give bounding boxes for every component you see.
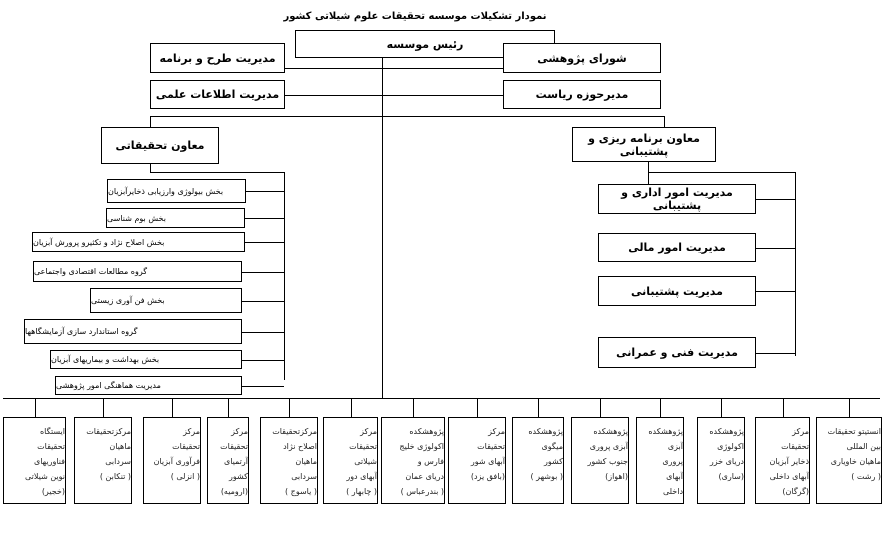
- connector-line: [849, 398, 850, 417]
- research-center-box: [448, 417, 506, 504]
- center-name-line: پژوهشکده: [409, 427, 444, 436]
- center-name-line: آبزی پروری: [589, 442, 628, 451]
- center-name-line: سردابی: [291, 472, 317, 481]
- center-name-line: ایستگاه: [39, 427, 65, 436]
- connector-line: [795, 172, 796, 356]
- center-name-line: ( رشت ): [851, 472, 881, 481]
- center-name-line: فرآوری آبزیان: [153, 457, 200, 466]
- connector-line: [413, 398, 414, 417]
- connector-line: [289, 398, 290, 417]
- center-name-line: انستیتو تحقیقات: [827, 427, 881, 436]
- center-name-line: بین المللی: [846, 442, 881, 451]
- connector-line: [648, 162, 649, 184]
- center-name-line: مرکزتحقیقات: [272, 427, 317, 436]
- center-name-line: ( تنکابن ): [99, 472, 131, 481]
- connector-line: [150, 164, 151, 172]
- support-unit-box: مدیریت پشتیبانی: [598, 276, 756, 306]
- center-name-line: میگوی: [541, 442, 563, 451]
- research-unit-box: بخش اصلاح نژاد و تکثیرو پرورش آبزیان: [32, 232, 245, 252]
- research-center-box: [207, 417, 249, 504]
- connector-line: [3, 398, 880, 399]
- research-unit-box: بخش فن آوری زیستی: [90, 288, 242, 313]
- center-name-line: ( انزلی ): [170, 472, 200, 481]
- center-name-line: پژوهشکده: [593, 427, 628, 436]
- connector-line: [284, 172, 285, 380]
- center-name-line: فارس و: [417, 457, 444, 466]
- research-center-box: [74, 417, 132, 504]
- center-name-line: داخلی: [662, 487, 683, 496]
- support-unit-box: مدیریت فنی و عمرانی: [598, 337, 756, 368]
- center-name-line: تحقیقات: [349, 442, 377, 451]
- center-name-line: اصلاح نژاد: [283, 442, 317, 451]
- connector-line: [477, 398, 478, 417]
- research-unit-box: گروه استاندارد سازی آزمایشگاهها: [24, 319, 242, 344]
- head-box: رئیس موسسه: [295, 30, 555, 58]
- research-center-box: [260, 417, 318, 504]
- research-unit-box: گروه مطالعات اقتصادی واجتماعی: [33, 261, 242, 282]
- connector-line: [242, 301, 284, 302]
- connector-line: [228, 398, 229, 417]
- support-unit-box: مدیریت امور مالی: [598, 233, 756, 262]
- center-name-line: اکولوژی خلیج: [399, 442, 444, 451]
- connector-line: [35, 398, 36, 417]
- center-name-line: آبزی: [667, 442, 683, 451]
- connector-line: [285, 95, 503, 96]
- research-unit-box: بخش بوم شناسی: [106, 208, 245, 228]
- connector-line: [150, 172, 284, 173]
- connector-line: [600, 398, 601, 417]
- connector-line: [721, 398, 722, 417]
- connector-line: [150, 116, 664, 117]
- research-center-box: [755, 417, 810, 504]
- center-name-line: مرکزتحقیقات: [86, 427, 131, 436]
- center-name-line: پژوهشکده: [528, 427, 563, 436]
- research-center-box: [697, 417, 745, 504]
- connector-line: [242, 272, 284, 273]
- connector-line: [103, 398, 104, 417]
- center-name-line: (خجیر): [41, 487, 65, 496]
- research-center-box: [323, 417, 378, 504]
- center-name-line: مرکز: [488, 427, 505, 436]
- connector-line: [246, 191, 284, 192]
- center-name-line: پژوهشکده: [648, 427, 683, 436]
- deputy-planning-box: معاون برنامه ریزی و پشتیبانی: [572, 127, 716, 162]
- center-name-line: مرکز: [792, 427, 809, 436]
- center-name-line: (بافق یزد): [470, 472, 505, 481]
- center-name-line: ( بندرعباس ): [400, 487, 444, 496]
- center-name-line: پژوهشکده: [709, 427, 744, 436]
- center-name-line: پروری: [662, 457, 683, 466]
- top-right-box: شورای پژوهشی: [503, 43, 661, 73]
- center-name-line: تحقیقات: [172, 442, 200, 451]
- top-left-box: مدیریت طرح و برنامه: [150, 43, 285, 73]
- connector-line: [382, 58, 383, 398]
- connector-line: [245, 242, 284, 243]
- center-name-line: شیلاتی: [354, 457, 377, 466]
- center-name-line: تحقیقات: [781, 442, 809, 451]
- center-name-line: جنوب کشور: [587, 457, 628, 466]
- center-name-line: کشور: [544, 457, 563, 466]
- research-center-box: [3, 417, 66, 504]
- deputy-research-box: معاون تحقیقاتی: [101, 127, 219, 164]
- top-right-box: مدیرحوزه ریاست: [503, 80, 661, 109]
- connector-line: [756, 248, 795, 249]
- connector-line: [756, 353, 795, 354]
- center-name-line: (ساری): [718, 472, 744, 481]
- research-center-box: [816, 417, 882, 504]
- center-name-line: ( یاسوج ): [285, 487, 317, 496]
- center-name-line: آبهای دور: [346, 472, 377, 481]
- center-name-line: (اهواز): [605, 472, 628, 481]
- center-name-line: ( چابهار ): [346, 487, 377, 496]
- research-unit-box: بخش بیولوژی وارزیابی ذخایرآبزیان: [107, 179, 246, 203]
- center-name-line: (گرگان): [782, 487, 809, 496]
- connector-line: [150, 116, 151, 127]
- center-name-line: تحقیقات: [477, 442, 505, 451]
- center-name-line: ذخایر آبزیان: [769, 457, 809, 466]
- top-left-box: مدیریت اطلاعات علمی: [150, 80, 285, 109]
- research-center-box: [636, 417, 684, 504]
- center-name-line: تحقیقات: [220, 442, 248, 451]
- connector-line: [756, 199, 795, 200]
- center-name-line: سردابی: [105, 457, 131, 466]
- research-unit-box: بخش بهداشت و بیماریهای آبزیان: [50, 350, 242, 369]
- connector-line: [660, 398, 661, 417]
- center-name-line: آبهای شور: [470, 457, 505, 466]
- connector-line: [783, 398, 784, 417]
- connector-line: [538, 398, 539, 417]
- center-name-line: دریای عمان: [405, 472, 444, 481]
- center-name-line: ماهیان: [109, 442, 131, 451]
- connector-line: [242, 332, 284, 333]
- connector-line: [285, 68, 503, 69]
- connector-line: [242, 360, 284, 361]
- center-name-line: (ارومیه): [220, 487, 248, 496]
- research-center-box: [571, 417, 629, 504]
- center-name-line: ( بوشهر ): [530, 472, 563, 481]
- connector-line: [172, 398, 173, 417]
- center-name-line: ماهیان: [295, 457, 317, 466]
- center-name-line: آرتمیای: [223, 457, 248, 466]
- center-name-line: مرکز: [231, 427, 248, 436]
- research-center-box: [143, 417, 201, 504]
- center-name-line: ماهیان خاویاری: [830, 457, 881, 466]
- connector-line: [351, 398, 352, 417]
- center-name-line: اکولوژی: [717, 442, 744, 451]
- center-name-line: نوین شیلاتی: [24, 472, 65, 481]
- connector-line: [664, 116, 665, 127]
- research-unit-box: مدیریت هماهنگی امور پژوهشی: [55, 376, 242, 395]
- connector-line: [245, 218, 284, 219]
- connector-line: [648, 172, 795, 173]
- chart-title: نمودار تشکیلات موسسه تحقیقات علوم شیلاتی کشور: [283, 11, 547, 22]
- research-center-box: [381, 417, 445, 504]
- center-name-line: دریای خزر: [709, 457, 744, 466]
- research-center-box: [512, 417, 564, 504]
- center-name-line: کشور: [229, 472, 248, 481]
- center-name-line: مرکز: [360, 427, 377, 436]
- support-unit-box: مدیریت امور اداری و پشتیبانی: [598, 184, 756, 214]
- center-name-line: آبهای: [666, 472, 683, 481]
- center-name-line: مرکز: [183, 427, 200, 436]
- center-name-line: تحقیقات: [37, 442, 65, 451]
- connector-line: [242, 386, 284, 387]
- connector-line: [756, 291, 795, 292]
- center-name-line: آبهای داخلی: [769, 472, 809, 481]
- center-name-line: فناوریهای: [33, 457, 65, 466]
